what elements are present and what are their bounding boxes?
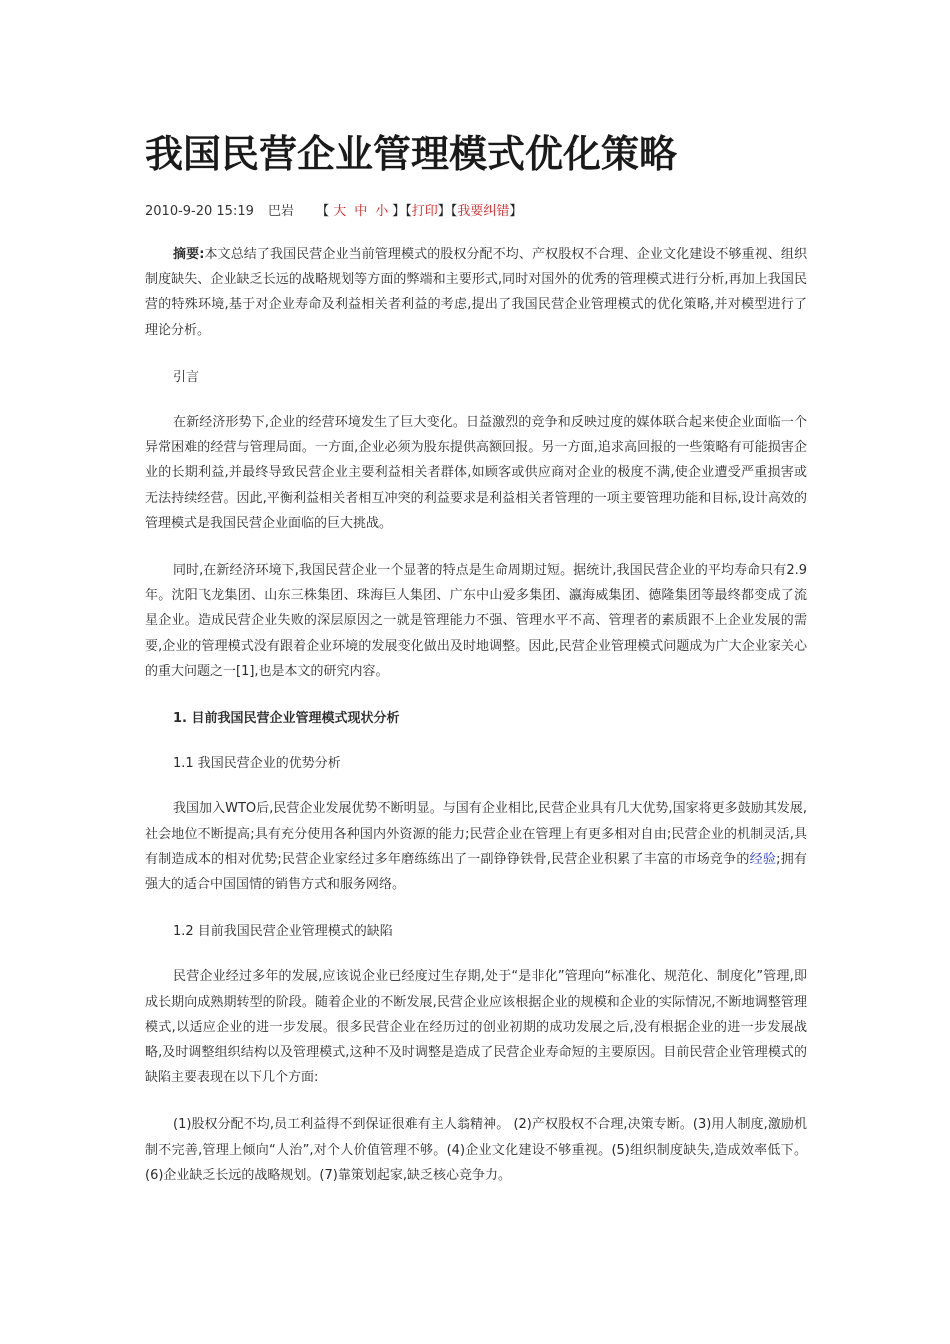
section-1-1-heading: 1.1 我国民营企业的优势分析: [173, 756, 341, 772]
section-1-2-heading: 1.2 目前我国民营企业管理模式的缺陷: [173, 924, 393, 940]
article: [145, 128, 807, 1210]
bracket: 】: [509, 204, 523, 219]
abstract-label: 摘要:: [173, 247, 205, 262]
section-1-1-text-after-link: ;拥有强大的适合中国国情的销售方式和服务网络。: [145, 851, 807, 893]
bracket: 【: [405, 204, 412, 219]
section-1-2-paragraph-2: (1)股权分配不均,员工利益得不到保证很难有主人翁精神。 (2)产权股权不合理,决策专断。(3)用人制度,激励机制不完善,管理上倾向“人治”,对个人价值管理不够。(4)企业文化建设不够重视。(5)组织制度缺失,造成效率低下。(6)企业缺乏长远的战略规划。(7)靠策划起家,缺乏核心竞争力。: [145, 1117, 807, 1183]
abstract-text: 本文总结了我国民营企业当前管理模式的股权分配不均、产权股权不合理、企业文化建设不够重视、组织制度缺失、企业缺乏长远的战略规划等方面的弊端和主要形式,同时对国外的优秀的管理模式进行分析,再加上我国民营的特殊环境,基于对企业寿命及利益相关者利益的考虑,提出了我国民营企业管理模式的优化策略,并对模型进行了理论分析。: [145, 247, 807, 338]
article-tools: [316, 204, 522, 219]
experience-link[interactable]: 经验: [749, 851, 777, 867]
font-size-small-link[interactable]: 小: [375, 204, 389, 219]
bracket: 】: [437, 204, 451, 219]
section-1-heading: 1. 目前我国民营企业管理模式现状分析: [173, 711, 400, 727]
section-1-1-text-before-link: 我国加入WTO后,民营企业发展优势不断明显。与国有企业相比,民营企业具有几大优势,国家将更多鼓励其发展,社会地位不断提高;具有充分使用各种国内外资源的能力;民营企业在管理上有更多相对自由;民营企业的机制灵活,具有制造成本的相对优势;民营企业家经过多年磨练练出了一副铮铮铁骨,民营企业积累了丰富的市场竞争的: [145, 801, 807, 867]
section-1-1-paragraph: [145, 796, 807, 897]
bracket: 【: [316, 204, 330, 219]
print-link[interactable]: 打印: [411, 204, 438, 219]
intro-heading: 引言: [173, 369, 200, 385]
article-body: [145, 242, 807, 1188]
bracket: 】: [392, 204, 406, 219]
intro-paragraph-1: 在新经济形势下,企业的经营环境发生了巨大变化。日益激烈的竞争和反映过度的媒体联合起来使企业面临一个异常困难的经营与管理局面。一方面,企业必须为股东提供高额回报。另一方面,追求高回报的一些策略有可能损害企业的长期利益,并最终导致民营企业主要利益相关者群体,如顾客或供应商对企业的极度不满,使企业遭受严重损害或无法持续经营。因此,平衡利益相关者相互冲突的利益要求是利益相关者管理的一项主要管理功能和目标,设计高效的管理模式是我国民营企业面临的巨大挑战。: [145, 415, 807, 531]
publish-date: 2010-9-20 15:19: [145, 204, 254, 219]
author-name: 巴岩: [268, 204, 295, 219]
article-title: 我国民营企业管理模式优化策略: [145, 131, 678, 176]
report-error-link[interactable]: 我要纠错: [457, 204, 510, 219]
font-size-large-link[interactable]: 大: [333, 204, 347, 219]
font-size-medium-link[interactable]: 中: [354, 204, 368, 219]
article-meta: [145, 202, 807, 222]
bracket: 【: [450, 204, 458, 219]
abstract-paragraph: [145, 242, 807, 343]
section-1-2-paragraph-1: 民营企业经过多年的发展,应该说企业已经度过生存期,处于“是非化”管理向“标准化、规范化、制度化”管理,即成长期向成熟期转型的阶段。随着企业的不断发展,民营企业应该根据企业的规模和企业的实际情况,不断地调整管理模式,以适应企业的进一步发展。很多民营企业在经历过的创业初期的成功发展之后,没有根据企业的进一步发展战略,及时调整组织结构以及管理模式,这种不及时调整是造成了民营企业寿命短的主要原因。目前民营企业管理模式的缺陷主要表现在以下几个方面:: [145, 969, 807, 1086]
intro-paragraph-2: 同时,在新经济环境下,我国民营企业一个显著的特点是生命周期过短。据统计,我国民营企业的平均寿命只有2.9年。沈阳飞龙集团、山东三株集团、珠海巨人集团、广东中山爱多集团、瀛海威集团、德隆集团等最终都变成了流星企业。造成民营企业失败的深层原因之一就是管理能力不强、管理水平不高、管理者的素质跟不上企业发展的需要,企业的管理模式没有跟着企业环境的发展变化做出及时地调整。因此,民营企业管理模式问题成为广大企业家关心的重大问题之一[1],也是本文的研究内容。: [145, 563, 807, 679]
